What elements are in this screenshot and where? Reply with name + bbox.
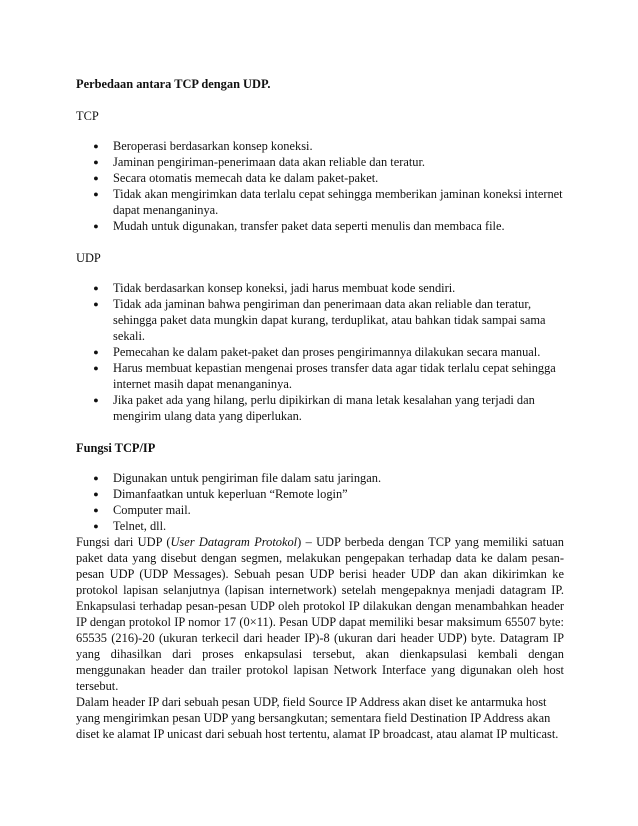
udp-label: UDP <box>76 251 101 265</box>
tcp-label: TCP <box>76 109 99 123</box>
bullet-icon: ● <box>93 395 99 405</box>
list-item: ● Harus membuat kepastian mengenai proses transfer data agar tidak terlalu cepat sehingga internet masih dapat menanganinya. <box>76 360 564 392</box>
list-item: ● Digunakan untuk pengiriman file dalam satu jaringan. <box>76 470 564 486</box>
list-item: ● Mudah untuk digunakan, transfer paket data seperti menulis dan membaca file. <box>76 218 564 234</box>
list-item: ● Pemecahan ke dalam paket-paket dan proses pengirimannya dilakukan secara manual. <box>76 344 564 360</box>
list-item: ● Dimanfaatkan untuk keperluan “Remote login” <box>76 486 564 502</box>
fungsi-heading: Fungsi TCP/IP <box>76 441 156 455</box>
bullet-icon: ● <box>93 189 99 199</box>
list-item: ● Secara otomatis memecah data ke dalam paket-paket. <box>76 170 564 186</box>
tcp-list <box>76 138 564 234</box>
bullet-icon: ● <box>93 283 99 293</box>
udp-function-paragraph: Fungsi dari UDP (User Datagram Protokol) – UDP berbeda dengan TCP yang memiliki satuan paket data yang disebut dengan segmen, melakukan pengepakan terhadap data ke dalam pesan-pesan UDP (UDP Messages). Sebuah pesan UDP berisi header UDP dan akan dikirimkan ke protokol lapisan selanjutnya (lapisan internetwork) setelah mengepaknya menjadi datagram IP. Enkapsulasi terhadap pesan-pesan UDP oleh protokol IP dilakukan dengan menambahkan header IP dengan protokol IP nomor 17 (0×11). Pesan UDP dapat memiliki besar maksimum 65507 byte: 65535 (216)-20 (ukuran terkecil dari header IP)-8 (ukuran dari header UDP) byte. Datagram IP yang dihasilkan dari proses enkapsulasi tersebut, akan dienkapsulasi kembali dengan menggunakan header dan trailer protokol lapisan Network Interface yang digunakan oleh host tersebut. <box>76 535 564 693</box>
bullet-icon: ● <box>93 473 99 483</box>
fungsi-list <box>76 470 564 534</box>
list-item: ● Telnet, dll. <box>76 518 564 534</box>
bullet-icon: ● <box>93 347 99 357</box>
bullet-icon: ● <box>93 505 99 515</box>
list-item: ● Tidak akan mengirimkan data terlalu cepat sehingga memberikan jaminan koneksi internet dapat menanganinya. <box>76 186 564 218</box>
list-item: ● Jaminan pengiriman-penerimaan data akan reliable dan teratur. <box>76 154 564 170</box>
list-item: ● Tidak berdasarkan konsep koneksi, jadi harus membuat kode sendiri. <box>76 280 564 296</box>
document-page <box>76 70 564 742</box>
bullet-icon: ● <box>93 299 99 309</box>
ip-header-paragraph: Dalam header IP dari sebuah pesan UDP, field Source IP Address akan diset ke antarmuka host yang mengirimkan pesan UDP yang bersangkutan; sementara field Destination IP Address akan diset ke alamat IP unicast dari sebuah host tertentu, alamat IP broadcast, atau alamat IP multicast. <box>76 695 559 741</box>
list-item: ● Jika paket ada yang hilang, perlu dipikirkan di mana letak kesalahan yang terjadi dan mengirim ulang data yang diperlukan. <box>76 392 564 424</box>
udp-list <box>76 280 564 424</box>
list-item: ● Tidak ada jaminan bahwa pengiriman dan penerimaan data akan reliable dan teratur, sehingga paket data mungkin dapat kurang, terduplikat, atau bahkan tidak sampai sama sekali. <box>76 296 564 344</box>
document-title: Perbedaan antara TCP dengan UDP. <box>76 77 271 91</box>
bullet-icon: ● <box>93 173 99 183</box>
bullet-icon: ● <box>93 157 99 167</box>
bullet-icon: ● <box>93 221 99 231</box>
bullet-icon: ● <box>93 363 99 373</box>
bullet-icon: ● <box>93 141 99 151</box>
bullet-icon: ● <box>93 521 99 531</box>
bullet-icon: ● <box>93 489 99 499</box>
list-item: ● Beroperasi berdasarkan konsep koneksi. <box>76 138 564 154</box>
list-item: ● Computer mail. <box>76 502 564 518</box>
